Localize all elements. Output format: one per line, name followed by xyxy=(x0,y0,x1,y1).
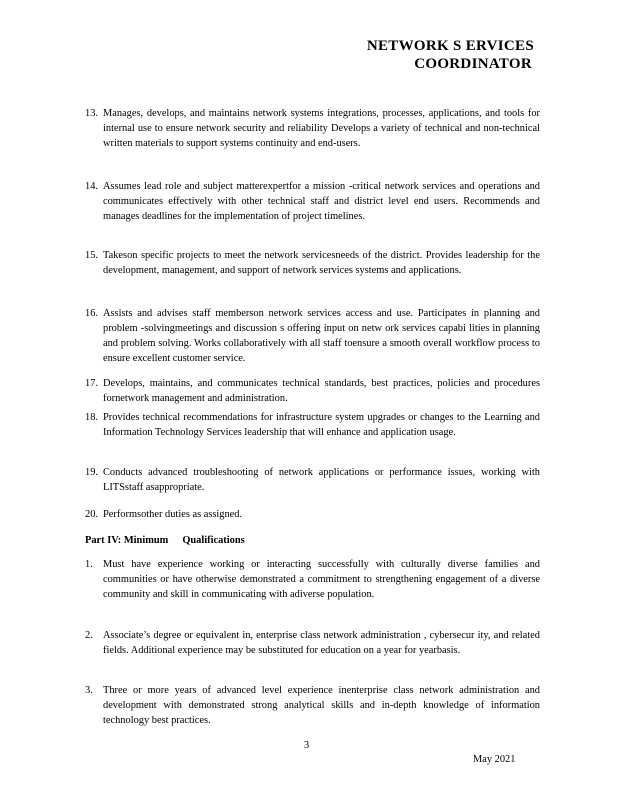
item-number: 20. xyxy=(85,509,98,520)
duty-item-17 xyxy=(85,376,540,406)
footer-date: May 2021 xyxy=(473,754,516,765)
item-text: Provides technical recommendations for infrastructure system upgrades or changes to the Learning and Information Technology Services leadership that will enhance and application usage. xyxy=(103,412,540,438)
qualification-item-2 xyxy=(85,628,540,658)
qualification-item-1 xyxy=(85,557,540,602)
item-number: 2. xyxy=(85,630,93,641)
duty-item-13 xyxy=(85,106,540,151)
duty-item-14 xyxy=(85,179,540,224)
page-number: 3 xyxy=(304,740,310,751)
duty-item-16 xyxy=(85,306,540,366)
item-text: Develops, maintains, and communicates technical standards, best practices, policies and procedures fornetwork management and administration. xyxy=(103,378,540,404)
document-title-line-2: COORDINATOR xyxy=(414,56,532,72)
item-text: Takeson specific projects to meet the network servicesneeds of the district. Provides leadership for the development, management, and support of network services systems and applications. xyxy=(103,250,540,276)
document-title-line-1: NETWORK S ERVICES xyxy=(366,38,534,54)
section-part-label: Part IV: Minimum xyxy=(85,535,169,546)
duty-item-20 xyxy=(85,507,540,522)
section-heading xyxy=(85,535,245,546)
item-number: 14. xyxy=(85,181,98,192)
item-text: Conducts advanced troubleshooting of network applications or performance issues, working with LITSstaff asappropriate. xyxy=(103,467,540,493)
item-text: Performsother duties as assigned. xyxy=(103,509,243,520)
duty-item-18 xyxy=(85,410,540,440)
qualification-item-3 xyxy=(85,683,540,728)
item-number: 13. xyxy=(85,108,98,119)
item-text: Associate’s degree or equivalent in, enterprise class network administration , cybersecur ity, and related fields. Additional experience may be substituted for education on a year for yearbasis. xyxy=(103,630,540,656)
duty-item-19 xyxy=(85,465,540,495)
item-number: 15. xyxy=(85,250,98,261)
item-number: 18. xyxy=(85,412,98,423)
item-number: 19. xyxy=(85,467,98,478)
item-text: Must have experience working or interacting successfully with culturally diverse families and communities or have otherwise demonstrated a commitment to strengthening engagement of a diverse community and skill in communicating with adiverse population. xyxy=(103,559,540,600)
item-text: Assumes lead role and subject matterexpertfor a mission -critical network services and operations and communicates effectively with other technical staff and district level end users. Recommends and manages deadlines for the implementation of project timelines. xyxy=(103,181,540,222)
item-number: 17. xyxy=(85,378,98,389)
item-number: 16. xyxy=(85,308,98,319)
section-title: Qualifications xyxy=(182,535,245,546)
item-number: 3. xyxy=(85,685,93,696)
item-text: Three or more years of advanced level experience inenterprise class network administration and development with demonstrated strong analytical skills and in-depth knowledge of information technology best practices. xyxy=(103,685,540,726)
item-number: 1. xyxy=(85,559,93,570)
duty-item-15 xyxy=(85,248,540,278)
item-text: Assists and advises staff memberson network services access and use. Participates in planning and problem -solvingmeetings and discussion s offering input on netw ork services capabi lities in planning and problem solving. Works collaboratively with all staff toensure a smooth overall workflow process to ensure excellent customer service. xyxy=(103,308,540,364)
item-text: Manages, develops, and maintains network systems integrations, processes, applications, and tools for internal use to ensure network security and reliability Develops a variety of technical and non-technical written materials to support systems continuity and end-users. xyxy=(103,108,540,149)
